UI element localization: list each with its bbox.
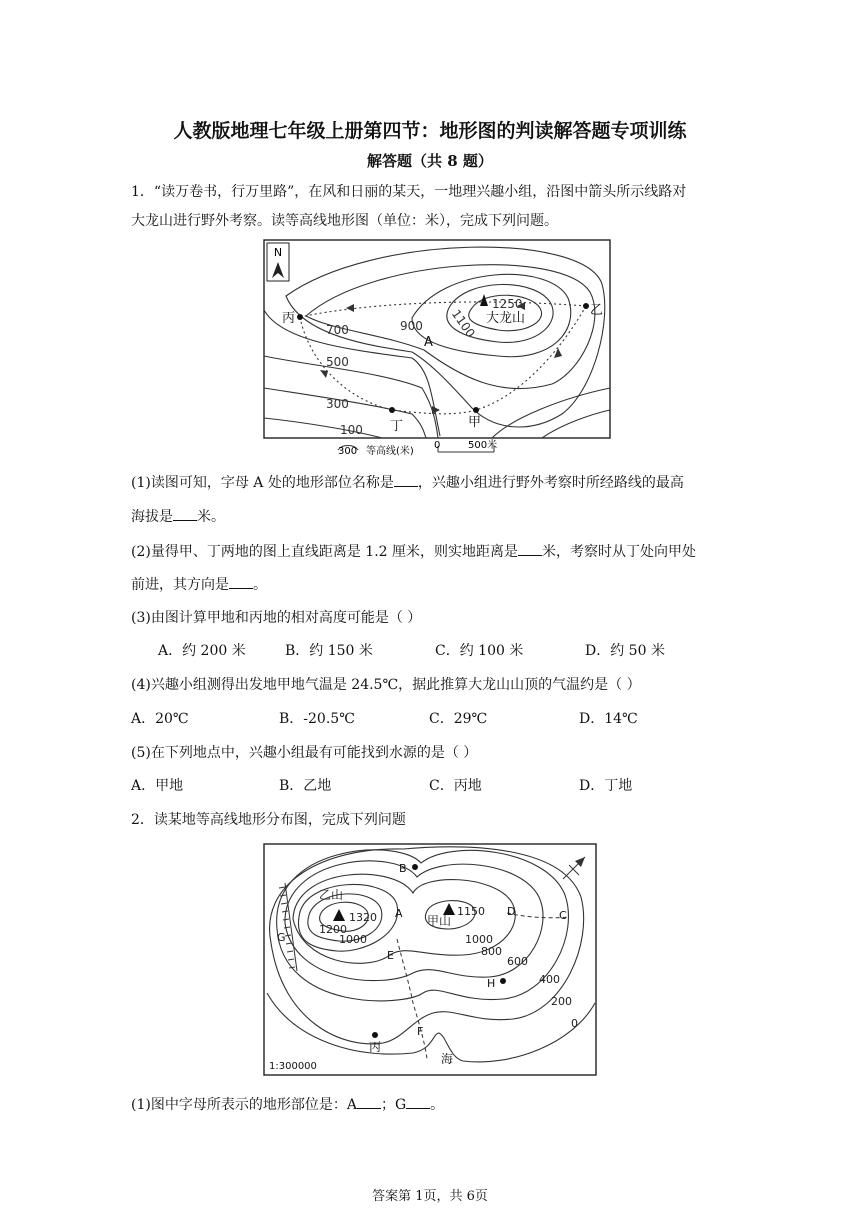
answer-blank[interactable] bbox=[394, 472, 418, 487]
scale-value: 500米 bbox=[468, 440, 498, 451]
contour-300: 300 bbox=[326, 397, 349, 411]
peak2-name: 甲山 bbox=[427, 914, 452, 928]
option[interactable]: B．-20.5℃ bbox=[279, 711, 355, 727]
peak2-height: 1150 bbox=[457, 905, 485, 918]
label-ding: 丁 bbox=[390, 419, 404, 434]
letter-e: E bbox=[387, 949, 394, 962]
village-label: 丙 bbox=[369, 1040, 382, 1054]
option[interactable]: D．丁地 bbox=[579, 778, 633, 794]
letter-f: F bbox=[417, 1025, 424, 1038]
point-jia bbox=[473, 407, 479, 413]
label-jia: 甲 bbox=[468, 415, 482, 430]
option[interactable]: C．丙地 bbox=[429, 778, 482, 794]
answer-blank[interactable] bbox=[173, 506, 197, 521]
letter-d: D bbox=[507, 905, 516, 918]
option[interactable]: B．乙地 bbox=[279, 778, 332, 794]
legend-contour-value: 300 bbox=[338, 446, 358, 457]
q1-p3: (3)由图计算甲地和丙地的相对高度可能是（ ） bbox=[131, 610, 422, 626]
section-heading: 解答题（共 8 题） bbox=[367, 152, 493, 170]
q2-p1: (1)图中字母所表示的地形部位是：A ；G 。 bbox=[131, 1094, 444, 1115]
option[interactable]: D．14℃ bbox=[579, 711, 638, 727]
contour-900: 900 bbox=[400, 319, 423, 333]
letter-b: B bbox=[399, 862, 407, 875]
letter-a: A bbox=[395, 907, 403, 920]
letter-c: C bbox=[559, 909, 567, 922]
option[interactable]: B．约 150 米 bbox=[285, 643, 373, 659]
contour-1000-right: 1000 bbox=[465, 933, 493, 946]
q1-p2-line2: 前进，其方向是 。 bbox=[131, 574, 267, 595]
legend-contour-label: 等高线(米) bbox=[366, 446, 414, 457]
q1-p1-line2: 海拔是 米。 bbox=[131, 506, 225, 527]
contour-map-two-peaks bbox=[263, 843, 597, 1076]
contour-100: 100 bbox=[340, 423, 363, 437]
letter-h: H bbox=[487, 977, 496, 990]
label-yi: 乙 bbox=[590, 303, 604, 318]
page-footer: 答案第 1页，共 6页 bbox=[372, 1189, 488, 1204]
answer-blank[interactable] bbox=[406, 1094, 430, 1109]
contour-1000-left: 1000 bbox=[339, 933, 367, 946]
contour-1250: 1250 bbox=[492, 297, 523, 311]
contour-500: 500 bbox=[326, 355, 349, 369]
contour-400: 400 bbox=[539, 973, 560, 986]
q1-p2-line1: (2)量得甲、丁两地的图上直线距离是 1.2 厘米，则实地距离是 米，考察时从丁处向甲处 bbox=[131, 541, 696, 562]
label-a: A bbox=[424, 335, 433, 350]
north-label: N bbox=[273, 246, 283, 259]
answer-blank[interactable] bbox=[229, 574, 253, 589]
peak1-name: 乙山 bbox=[319, 888, 344, 902]
letter-g: G bbox=[277, 931, 286, 944]
sea-label: 海 bbox=[441, 1052, 454, 1066]
contour-200: 200 bbox=[551, 995, 572, 1008]
option[interactable]: C．29℃ bbox=[429, 711, 488, 727]
scale-label: 1:300000 bbox=[269, 1061, 317, 1072]
page-title: 人教版地理七年级上册第四节：地形图的判读解答题专项训练 bbox=[173, 120, 687, 142]
point-ding bbox=[389, 407, 395, 413]
contour-0: 0 bbox=[571, 1017, 578, 1030]
option[interactable]: A．约 200 米 bbox=[158, 643, 246, 659]
option[interactable]: A．甲地 bbox=[131, 778, 184, 794]
contour-1200: 1200 bbox=[319, 923, 347, 936]
answer-blank[interactable] bbox=[518, 541, 542, 556]
peak1-height: 1320 bbox=[349, 911, 377, 924]
q1-p4-options bbox=[131, 709, 638, 729]
q1-p5-options bbox=[131, 776, 632, 796]
q1-stem-line1: 1．“读万卷书，行万里路”，在风和日丽的某天，一地理兴趣小组，沿图中箭头所示线路对 bbox=[131, 184, 687, 200]
option[interactable]: C．约 100 米 bbox=[435, 643, 524, 659]
q1-stem-line2: 大龙山进行野外考察。读等高线地形图（单位：米），完成下列问题。 bbox=[131, 213, 558, 229]
label-bing: 丙 bbox=[282, 311, 296, 326]
q2-stem: 2．读某地等高线地形分布图，完成下列问题 bbox=[131, 812, 406, 828]
contour-800: 800 bbox=[481, 945, 502, 958]
option[interactable]: A．20℃ bbox=[131, 711, 189, 727]
answer-blank[interactable] bbox=[357, 1094, 381, 1109]
contour-map-dalongshan bbox=[262, 238, 612, 460]
q1-p1-line1: (1)读图可知，字母 A 处的地形部位名称是 ，兴趣小组进行野外考察时所经路线的最高 bbox=[131, 472, 684, 493]
peak-name: 大龙山 bbox=[486, 311, 526, 326]
q1-p4: (4)兴趣小组测得出发地甲地气温是 24.5℃，据此推算大龙山山顶的气温约是（ ） bbox=[131, 677, 641, 693]
contour-1100: 1100 bbox=[448, 307, 478, 341]
q1-p3-options bbox=[158, 641, 665, 661]
q1-p5: (5)在下列地点中，兴趣小组最有可能找到水源的是（ ） bbox=[131, 745, 478, 761]
scale-zero: 0 bbox=[434, 440, 441, 451]
option[interactable]: D．约 50 米 bbox=[585, 643, 665, 659]
contour-700: 700 bbox=[326, 323, 349, 337]
contour-600: 600 bbox=[507, 955, 528, 968]
point-yi bbox=[583, 303, 589, 309]
point-bing bbox=[297, 314, 303, 320]
